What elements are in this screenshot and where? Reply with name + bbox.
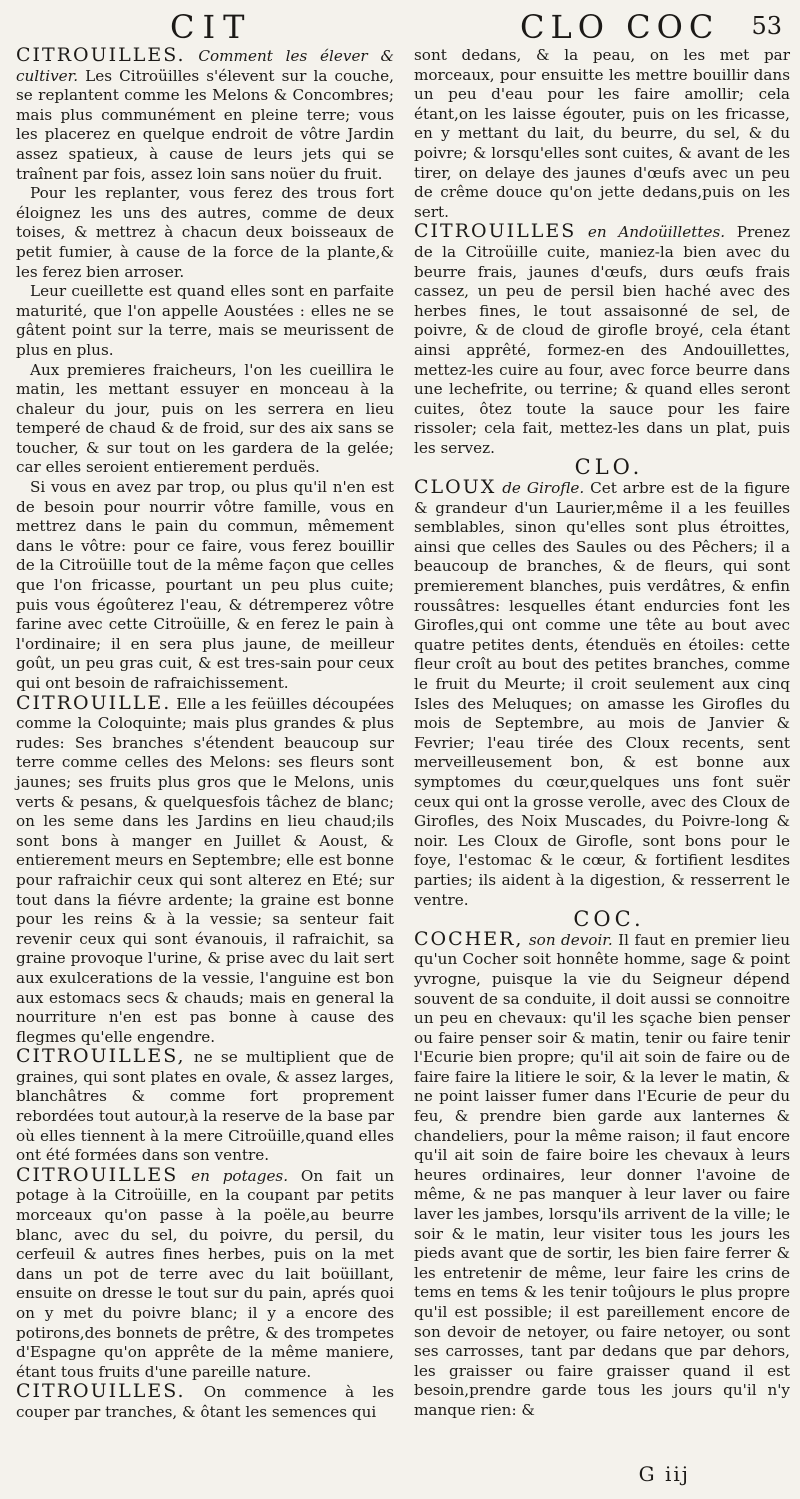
section-heading-coc: COC.: [573, 907, 645, 932]
entry-text: Il faut en premier lieu qu'un Cocher soit honnête homme, sage & point yvrogne, puisque la vie du Seigneur dépend souvent de sa conduite, il doit aussi se connoitre un peu en chevaux: qu'il les sçache bien penser ou faire penser soir & matin, tenir ou faire tenir l'Ecurie bien propre; qu'il ait soin de faire ou de faire faire la litiere le soir, & la lever le matin, & ne point laisser fumer dans l'Ecurie de peur du feu, & prendre bien garde aux lanternes & chandeliers, pour la même raison; il faut encore qu'il ait soin de faire boire les chevaux à leurs heures ordinaires, leur donner l'avoine de même, & ne pas manquer à leur laver ou faire laver les jambes, lorsqu'ils arrivent de la ville; le soir & le matin, leur visiter tous les jours les pieds avant que de sortir, les bien faire ferrer & les entretenir de même, leur faire les crins de tems en tems & les tenir toûjours le plus propre qu'il est possible; il est pareillement encore de son devoir de netoyer, ou faire netoyer, ou sont ses carrosses, tant par dedans que par dehors, les graisser ou faire graisser quand il est besoin,prendre garde tous les jours qu'il n'y manque rien: &: [414, 930, 791, 1419]
paragraph: Leur cueillette est quand elles sont en parfaite maturité, que l'on appelle Aoustées : elles ne se gâtent point sur la terre, mais se meurissent de plus en plus.: [16, 282, 394, 359]
paragraph: Aux premieres fraicheurs, l'on les cueillira le matin, les mettant essuyer en monceau à la chaleur du jour, puis on les serrera en lieu temperé de chaud & de froid, sur des aix sans se toucher, & sur tout on les gardera de la gelée; car elles seroient entierement perduës.: [16, 360, 394, 477]
headword: COCHER,: [414, 927, 524, 950]
entry-subtitle: de Girofle.: [502, 479, 585, 498]
entry-text: On commence à les couper par tranches, & ôtant les semences qui: [16, 1383, 394, 1421]
entry-citrouilles-andouillettes: [414, 222, 790, 458]
entry-text: Elle a les feüilles découpées comme la Coloquinte; mais plus grandes & plus rudes: Ses branches s'étendent beaucoup sur terre comme celles des Melons: ses fleurs sont jaunes; ses fruits plus gros que le Melons, unis verts & pesans, & quelquesfois tâchez de blanc; on les seme dans les Jardins en lieu chaud;ils sont bons à manger en Juillet & Aoust, & entierement meurs en Septembre; elle est bonne pour rafraichir ceux qui sont alterez en Eté; sur tout dans la fiévre ardente; la graine est bonne pour les reins & à la vessie; sa senteur fait revenir ceux qui sont évanouis, il rafraichit, sa graine provoque l'urine, & prise avec du lait sert aux exulcerations de la vessie, l'anguine est bon aux estomacs secs & chauds; mais en general la nourriture n'en est pas bonne à cause des flegmes qu'elle engendre.: [16, 694, 395, 1046]
headword: CITROUILLES.: [16, 44, 186, 66]
entry-cocher: [414, 927, 791, 1421]
entry-cloux-de-girofle: [414, 478, 790, 910]
entry-citrouilles-potages: [16, 1163, 395, 1383]
entry-text: Les Citroüilles s'élevent sur la couche, se replantent comme les Melons & Concombres; mais plus communément en pleine terre; vous les placerez en quelque endroit de vôtre Jardin assez spatieux, à cause de leurs jets qui se traînent par fois, assez loin sans noüer du fruit.: [16, 66, 394, 183]
entry-subtitle: en Andoüillettes.: [587, 223, 726, 242]
running-head-left: CIT: [170, 8, 253, 46]
headword: CITROUILLES: [16, 1163, 179, 1186]
headword: CITROUILLE.: [16, 691, 172, 714]
headword: CITROUILLES: [414, 220, 577, 243]
entry-text: Cet arbre est de la figure & grandeur d'un Laurier,même il a les feuilles semblables, sinon qu'elles sont plus étroittes, ainsi que celles des Saules ou des Pêchers; il a beaucoup de branches, & de fleurs, qui sont premierement blanches, puis verdâtres, & enfin roussâtres: lesquelles étant endurcies font les Girofles,qui ont comme une tête au bout avec quatre petites dents, étenduës en étoiles: cette fleur croît au bout des petites branches, comme le fruit du Meurte; il croit seulement aux cinq Isles des Meluques; on amasse les Girofles du mois de Septembre, au mois de Janvier & Fevrier; l'eau tirée des Cloux recents, sent merveilleusement bon, & est bonne aux symptomes du cœur,quelques uns font suër ceux qui ont la grosse verolle, avec des Cloux de Girofles, des Noix Muscades, du Poivre-long & noir. Les Cloux de Girofle, sont bons pour le foye, l'estomac & le cœur, & fortifient lesdites parties; ils aident à la digestion, & resserrent le ventre.: [414, 479, 791, 909]
paragraph: Pour les replanter, vous ferez des trous fort éloignez les uns des autres, comme de deux toises, & mettrez à chacun deux boisseaux de petit fumier, à cause de la force de la plante,& les ferez bien arroser.: [16, 184, 394, 281]
section-heading-clo: CLO.: [574, 455, 644, 480]
entry-citrouille: [16, 691, 395, 1048]
entry-citrouilles-culture: [16, 46, 394, 184]
right-column: [414, 46, 790, 1421]
entry-text: ne se multiplient que de graines, qui sont plates en ovale, & assez larges, blanchâtres & comme fort proprement rebordées tout autour,à la reserve de la base par où elles tiennent à la mere Citroüille,quand elles ont été formées dans son ventre.: [16, 1048, 394, 1165]
entry-subtitle: en potages.: [191, 1166, 289, 1185]
headword: CITROUILLES,: [16, 1045, 186, 1068]
headword: CITROUILLES.: [16, 1380, 186, 1403]
running-head: [0, 8, 800, 48]
entry-subtitle: son devoir.: [528, 930, 613, 949]
paragraph: Si vous en avez par trop, ou plus qu'il n'en est de besoin pour nourrir vôtre famille, vous en mettrez dans le pain du commun, mêmement dans le vôtre: pour ce faire, vous ferez bouillir de la Citroüille tout de la même façon que celles que l'on fricasse, pourtant un peu plus cuite; puis vous égoûterez l'eau, & détremperez vôtre farine avec cette Citroüille, & en ferez le pain à l'ordinaire; il en sera plus jaune, de meilleur goût, un peu gras cuit, & est tres-sain pour ceux qui ont besoin de rafraichissement.: [16, 478, 394, 692]
left-column: [16, 46, 394, 1423]
signature-mark: G iij: [638, 1462, 690, 1486]
paragraph-continued: sont dedans, & la peau, on les met par morceaux, pour ensuitte les mettre bouillir dans un peu d'eau pour les faire amollir; cela étant,on les laisse égouter, puis on les fricasse, en y mettant du lait, du beurre, du sel, & du poivre; & lorsqu'elles sont cuites, & avant de les tirer, on delaye des jaunes d'œufs avec un peu de crême douce qu'on jette dedans,puis on les sert.: [414, 46, 790, 221]
entry-citrouilles-graines: [16, 1047, 394, 1166]
headword: CLOUX: [414, 476, 497, 499]
entry-citrouilles-tranches: [16, 1382, 394, 1422]
page-number: 53: [751, 12, 782, 40]
entry-text: Prenez de la Citroüille cuite, maniez-la bien avec du beurre frais, jaunes d'œufs, durs œufs frais cassez, un peu de persil bien haché avec des herbes fines, le tout assaisonné de sel, de poivre, & de cloud de girofle broyé, cela étant ainsi apprêté, formez-en des Andouillettes, mettez-les cuire au four, avec force beurre dans une lechefrite, ou terrine; & quand elles seront cuites, ôtez toute la sauce pour les faire rissoler; cela fait, mettez-les dans un plat, puis les servez.: [414, 223, 791, 457]
running-head-right: CLO COC: [520, 8, 720, 46]
entry-subtitle: Comment les élever & cultiver.: [16, 47, 394, 85]
entry-text: On fait un potage à la Citroüille, en la coupant par petits morceaux qu'on passe à la poële,au beurre blanc, avec du sel, du poivre, du persil, du cerfeuil & autres fines herbes, puis on la met dans un pot de terre avec du lait boüillant, ensuite on dresse le tout sur du pain, aprés quoi on y met du poivre blanc; il y a encore des potirons,des bonnets de prêtre, & des trompetes d'Espagne qu'on apprête de la même maniere, étant tous fruits d'une pareille nature.: [16, 1166, 395, 1381]
